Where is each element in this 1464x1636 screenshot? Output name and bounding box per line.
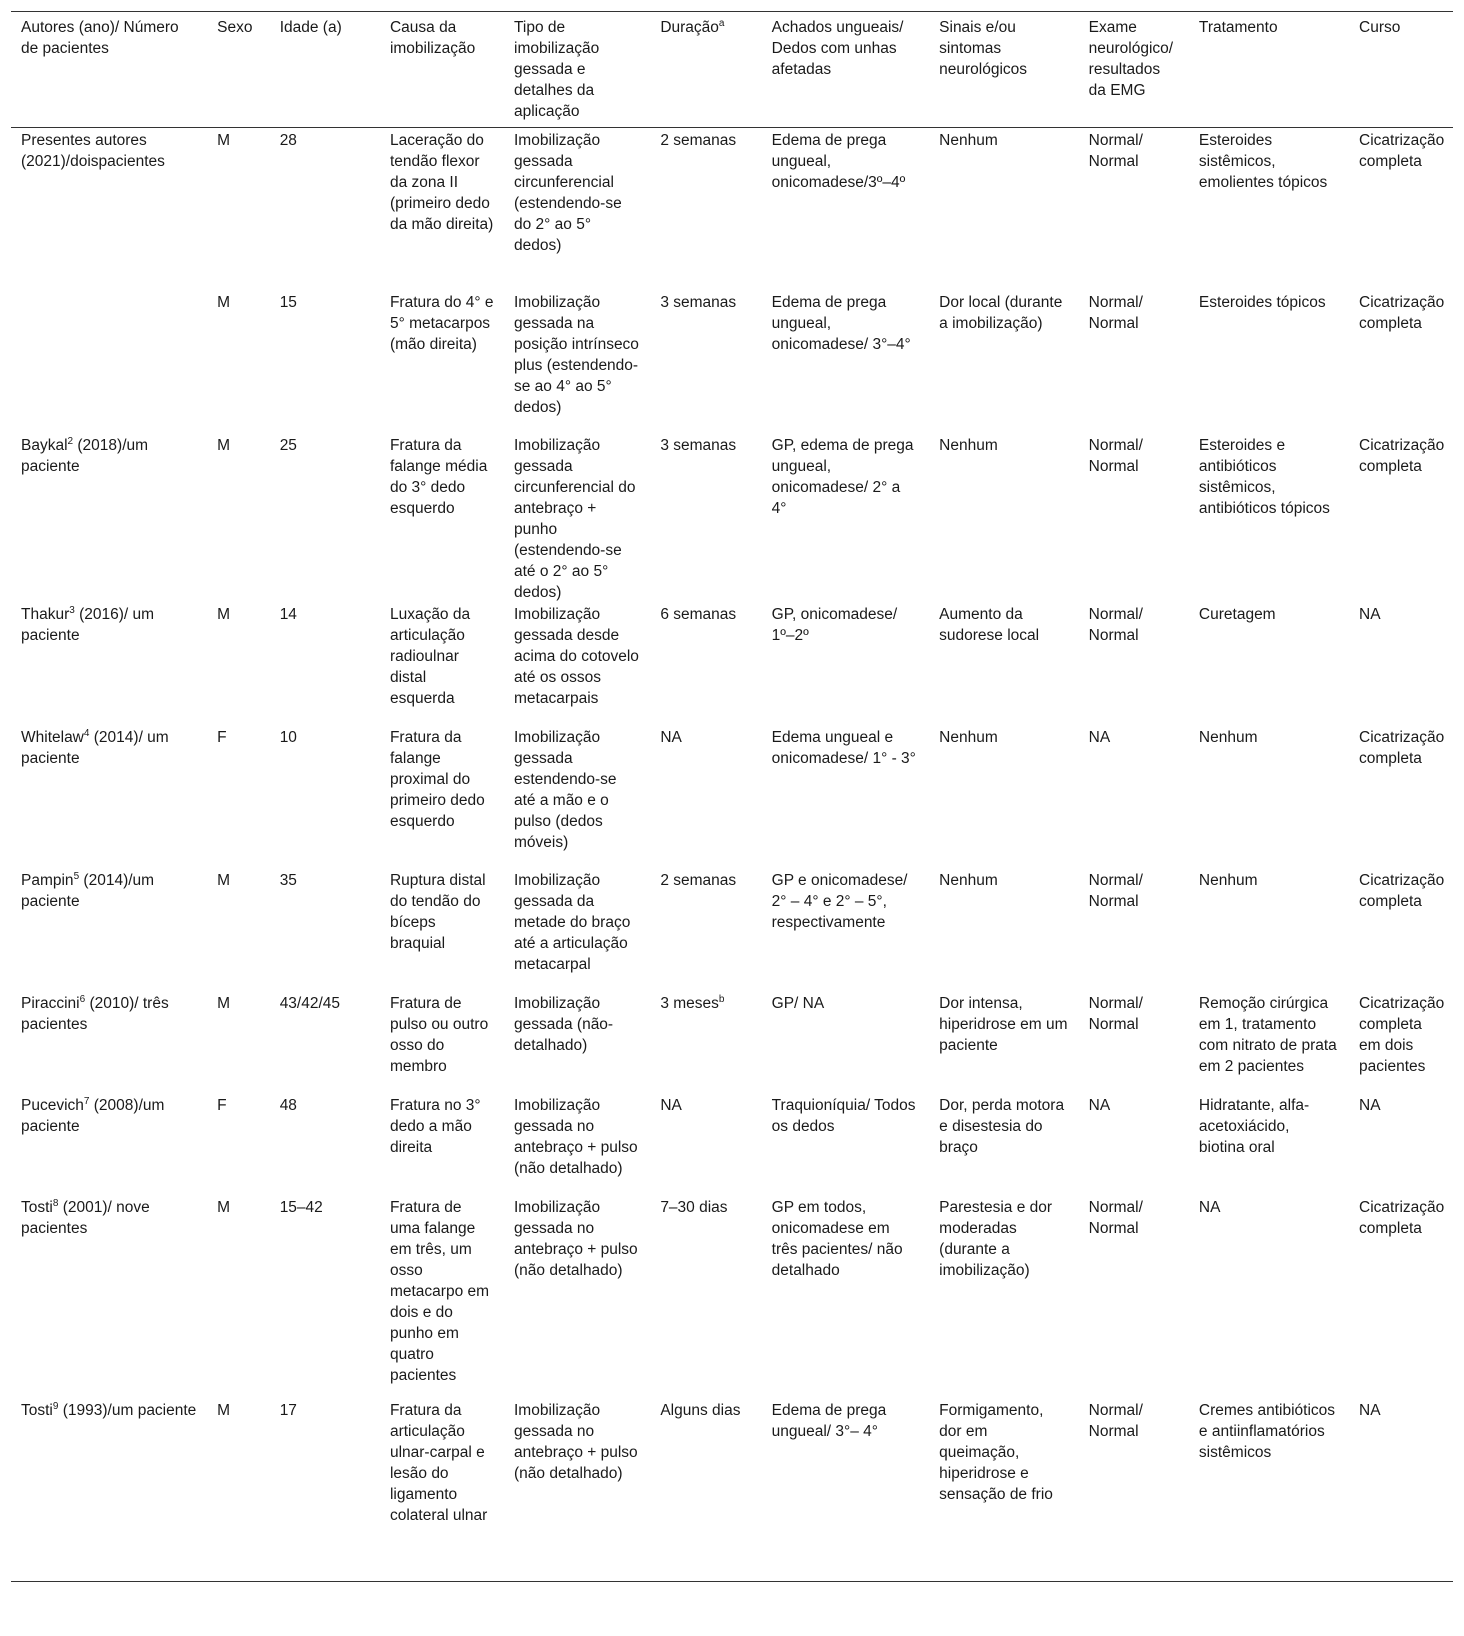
cell-sex <box>207 1196 270 1399</box>
age-value: 25 <box>279 436 297 454</box>
col-neuro-exam: Exame neurológico/ resultados da EMG <box>1079 12 1189 128</box>
cell-author <box>11 603 207 726</box>
neuro-exam-value: Normal/ Normal <box>1088 293 1143 332</box>
course-value: NA <box>1359 605 1381 623</box>
sex-value: M <box>217 1401 231 1419</box>
cell-age <box>270 992 380 1094</box>
cell-nail-findings <box>762 992 930 1094</box>
table-row <box>11 869 1453 992</box>
course-value: Cicatrização completa <box>1359 436 1445 475</box>
neuro-exam-value: Normal/ Normal <box>1088 1401 1143 1440</box>
case-reports-table <box>11 11 1453 1582</box>
cell-age <box>270 291 380 434</box>
cast-type-value: Imobilização gessada no antebraço + pulso (não detalhado) <box>514 1401 638 1482</box>
author-year-patients: (1993)/um paciente <box>58 1401 197 1419</box>
cell-nail-findings <box>762 603 930 726</box>
nail-findings-value: Traquioníquia/ Todos os dedos <box>771 1096 916 1135</box>
cell-duration <box>650 128 761 291</box>
age-value: 14 <box>279 605 297 623</box>
cell-treatment <box>1189 726 1349 869</box>
cell-neuro-signs <box>929 869 1079 992</box>
age-value: 28 <box>279 132 297 149</box>
col-cause: Causa da imobilização <box>380 12 504 128</box>
treatment-value: Hidratante, alfa-acetoxiácido, biotina oral <box>1198 1096 1310 1156</box>
cell-author <box>11 1196 207 1399</box>
cell-treatment <box>1189 128 1349 291</box>
col-treatment: Tratamento <box>1189 12 1349 128</box>
cell-cast-type <box>504 726 650 869</box>
nail-findings-value: GP/ NA <box>771 994 825 1012</box>
cell-age <box>270 1094 380 1196</box>
author-year-patients: (2008)/um paciente <box>21 1096 165 1135</box>
cell-cause <box>380 291 504 434</box>
nail-findings-value: Edema de prega ungueal, onicomadese/3º–4º <box>771 132 906 191</box>
cell-course <box>1349 1196 1453 1399</box>
cell-course <box>1349 434 1453 603</box>
cell-author <box>11 1399 207 1582</box>
neuro-exam-value: Normal/ Normal <box>1088 132 1143 170</box>
nail-findings-value: Edema ungueal e onicomadese/ 1° - 3° <box>771 728 916 767</box>
author-name: Piraccini <box>21 994 80 1012</box>
cast-type-value: Imobilização gessada estendendo-se até a mão e o pulso (dedos móveis) <box>514 728 617 851</box>
neuro-exam-value: Normal/ Normal <box>1088 605 1143 644</box>
cell-neuro-signs <box>929 1094 1079 1196</box>
cause-value: Fratura de pulso ou outro osso do membro <box>389 994 489 1075</box>
neuro-exam-value: Normal/ Normal <box>1088 871 1143 910</box>
duration-value: 3 meses <box>660 994 719 1012</box>
table-row <box>11 726 1453 869</box>
cell-author <box>11 726 207 869</box>
neuro-signs-value: Formigamento, dor em queimação, hiperidrose e sensação de frio <box>939 1401 1053 1503</box>
col-course: Curso <box>1349 12 1453 128</box>
author-reference: 5 <box>73 870 80 882</box>
cast-type-value: Imobilização gessada circunferencial do antebraço + punho (estendendo-se até o 2° ao 5° dedos) <box>514 436 636 601</box>
cell-neuro-exam <box>1079 992 1189 1094</box>
author-reference: 6 <box>79 993 86 1005</box>
table-row <box>11 603 1453 726</box>
table-header-row <box>11 12 1453 128</box>
cause-value: Fratura do 4° e 5° metacarpos (mão direita) <box>389 293 494 353</box>
cell-neuro-exam <box>1079 291 1189 434</box>
cell-sex <box>207 992 270 1094</box>
author-reference: 2 <box>67 435 74 447</box>
cast-type-value: Imobilização gessada no antebraço + pulso (não detalhado) <box>514 1096 638 1177</box>
cell-neuro-exam <box>1079 869 1189 992</box>
cell-neuro-signs <box>929 434 1079 603</box>
treatment-value: Esteroides e antibióticos sistêmicos, antibióticos tópicos <box>1198 436 1330 517</box>
cell-nail-findings <box>762 1399 930 1582</box>
author-name: Thakur <box>21 605 70 623</box>
table-row <box>11 1196 1453 1399</box>
cell-nail-findings <box>762 1094 930 1196</box>
table-row <box>11 1399 1453 1582</box>
cell-course <box>1349 128 1453 291</box>
author-name: Baykal <box>21 436 68 454</box>
age-value: 48 <box>279 1096 297 1114</box>
duration-value: 2 semanas <box>660 871 737 889</box>
cell-course <box>1349 1399 1453 1582</box>
nail-findings-value: GP, edema de prega ungueal, onicomadese/ 2° a 4° <box>771 436 914 517</box>
col-duration-footnote: a <box>718 17 725 29</box>
cell-cause <box>380 726 504 869</box>
neuro-exam-value: NA <box>1088 728 1111 746</box>
col-age: Idade (a) <box>270 12 380 128</box>
cell-nail-findings <box>762 291 930 434</box>
cell-cause <box>380 1399 504 1582</box>
cell-author <box>11 434 207 603</box>
cell-sex <box>207 1094 270 1196</box>
duration-value: Alguns dias <box>660 1401 741 1419</box>
cell-sex <box>207 869 270 992</box>
sex-value: M <box>217 605 231 623</box>
col-author: Autores (ano)/ Número de pacientes <box>11 12 207 128</box>
author-year-patients: (2014)/um paciente <box>21 871 155 910</box>
cell-neuro-signs <box>929 128 1079 291</box>
cell-author <box>11 291 207 434</box>
treatment-value: Curetagem <box>1198 605 1276 623</box>
cell-course <box>1349 1094 1453 1196</box>
author-name: Presentes autores (2021)/doispacientes <box>21 132 165 170</box>
cell-duration <box>650 603 761 726</box>
age-value: 15 <box>279 293 297 311</box>
cell-age <box>270 128 380 291</box>
sex-value: M <box>217 293 231 311</box>
cell-age <box>270 726 380 869</box>
cell-treatment <box>1189 992 1349 1094</box>
cell-age <box>270 434 380 603</box>
cell-duration <box>650 1399 761 1582</box>
cell-author <box>11 128 207 291</box>
cell-treatment <box>1189 1399 1349 1582</box>
duration-value: 7–30 dias <box>660 1198 728 1216</box>
duration-value: NA <box>660 1096 682 1114</box>
cause-value: Luxação da articulação radioulnar distal esquerda <box>389 605 471 707</box>
course-value: Cicatrização completa <box>1359 728 1445 767</box>
duration-footnote-mark: b <box>718 993 725 1005</box>
table-row <box>11 992 1453 1094</box>
nail-findings-value: GP, onicomadese/ 1º–2º <box>771 605 898 644</box>
author-year-patients: (2001)/ nove pacientes <box>21 1198 150 1237</box>
cell-duration <box>650 869 761 992</box>
cell-cause <box>380 128 504 291</box>
cast-type-value: Imobilização gessada circunferencial (estendendo-se do 2° ao 5° dedos) <box>514 132 622 254</box>
cause-value: Laceração do tendão flexor da zona II (primeiro dedo da mão direita) <box>389 132 494 233</box>
cell-neuro-signs <box>929 1399 1079 1582</box>
author-year-patients: (2016)/ um paciente <box>21 605 155 644</box>
cell-age <box>270 1399 380 1582</box>
cast-type-value: Imobilização gessada na posição intrínseco plus (estendendo-se ao 4° ao 5° dedos) <box>514 293 639 416</box>
nail-findings-value: GP e onicomadese/ 2° – 4° e 2° – 5°, respectivamente <box>771 871 908 931</box>
cell-author <box>11 869 207 992</box>
cell-age <box>270 1196 380 1399</box>
course-value: Cicatrização completa em dois pacientes <box>1359 994 1445 1075</box>
cell-neuro-exam <box>1079 128 1189 291</box>
cell-duration <box>650 726 761 869</box>
cause-value: Ruptura distal do tendão do bíceps braquial <box>389 871 486 952</box>
course-value: NA <box>1359 1096 1381 1114</box>
author-reference: 4 <box>83 727 90 739</box>
author-reference: 9 <box>52 1400 59 1412</box>
sex-value: F <box>217 1096 227 1114</box>
cell-neuro-signs <box>929 603 1079 726</box>
sex-value: M <box>217 994 231 1012</box>
treatment-value: NA <box>1198 1198 1221 1216</box>
nail-findings-value: Edema de prega ungueal/ 3°– 4° <box>771 1401 887 1440</box>
sex-value: F <box>217 728 227 746</box>
cell-neuro-exam <box>1079 1399 1189 1582</box>
cell-treatment <box>1189 291 1349 434</box>
cell-treatment <box>1189 869 1349 992</box>
neuro-exam-value: Normal/ Normal <box>1088 994 1143 1033</box>
neuro-exam-value: Normal/ Normal <box>1088 436 1143 475</box>
nail-findings-value: GP em todos, onicomadese em três pacientes/ não detalhado <box>771 1198 903 1279</box>
treatment-value: Nenhum <box>1198 728 1258 746</box>
cause-value: Fratura da falange proximal do primeiro dedo esquerdo <box>389 728 485 830</box>
table-row <box>11 434 1453 603</box>
table-row <box>11 1094 1453 1196</box>
author-name: Pucevich <box>21 1096 84 1114</box>
author-year-patients: (2014)/ um paciente <box>21 728 169 767</box>
neuro-signs-value: Dor intensa, hiperidrose em um paciente <box>939 994 1068 1054</box>
cell-neuro-signs <box>929 291 1079 434</box>
author-name: Tosti <box>21 1401 53 1419</box>
cell-sex <box>207 603 270 726</box>
col-nail-findings: Achados ungueais/ Dedos com unhas afetadas <box>762 12 930 128</box>
cell-cast-type <box>504 434 650 603</box>
cause-value: Fratura da articulação ulnar-carpal e lesão do ligamento colateral ulnar <box>389 1401 488 1524</box>
cast-type-value: Imobilização gessada no antebraço + pulso (não detalhado) <box>514 1198 638 1279</box>
sex-value: M <box>217 436 231 454</box>
cell-duration <box>650 1094 761 1196</box>
cell-cause <box>380 992 504 1094</box>
col-cast-type: Tipo de imobilização gessada e detalhes da aplicação <box>504 12 650 128</box>
age-value: 10 <box>279 728 297 746</box>
author-year-patients: (2018)/um paciente <box>21 436 149 475</box>
cell-sex <box>207 1399 270 1582</box>
cell-cast-type <box>504 869 650 992</box>
neuro-signs-value: Aumento da sudorese local <box>939 605 1040 644</box>
cell-neuro-signs <box>929 1196 1079 1399</box>
cell-nail-findings <box>762 869 930 992</box>
cell-cause <box>380 434 504 603</box>
cell-neuro-signs <box>929 726 1079 869</box>
duration-value: 2 semanas <box>660 132 737 149</box>
cell-nail-findings <box>762 128 930 291</box>
cast-type-value: Imobilização gessada desde acima do cotovelo até os ossos metacarpais <box>514 605 639 707</box>
cell-neuro-exam <box>1079 434 1189 603</box>
cell-treatment <box>1189 434 1349 603</box>
author-name: Pampin <box>21 871 74 889</box>
author-year-patients: (2010)/ três pacientes <box>21 994 169 1033</box>
cell-course <box>1349 603 1453 726</box>
cell-nail-findings <box>762 434 930 603</box>
cause-value: Fratura no 3° dedo a mão direita <box>389 1096 481 1156</box>
cell-treatment <box>1189 1094 1349 1196</box>
cause-value: Fratura de uma falange em três, um osso metacarpo em dois e do punho em quatro pacientes <box>389 1198 490 1384</box>
cell-sex <box>207 128 270 291</box>
age-value: 43/42/45 <box>279 994 341 1012</box>
cell-cause <box>380 1094 504 1196</box>
author-reference: 7 <box>83 1095 90 1107</box>
duration-value: 3 semanas <box>660 436 737 454</box>
cell-course <box>1349 992 1453 1094</box>
cell-neuro-exam <box>1079 603 1189 726</box>
cell-sex <box>207 726 270 869</box>
col-sex: Sexo <box>207 12 270 128</box>
treatment-value: Cremes antibióticos e antiinflamatórios sistêmicos <box>1198 1401 1336 1461</box>
neuro-signs-value: Dor local (durante a imobilização) <box>939 293 1063 332</box>
cell-course <box>1349 726 1453 869</box>
neuro-signs-value: Parestesia e dor moderadas (durante a imobilização) <box>939 1198 1053 1279</box>
duration-value: 3 semanas <box>660 293 737 311</box>
cell-duration <box>650 434 761 603</box>
course-value: Cicatrização completa <box>1359 1198 1445 1237</box>
cell-neuro-exam <box>1079 1094 1189 1196</box>
course-value: Cicatrização completa <box>1359 132 1445 170</box>
cell-nail-findings <box>762 1196 930 1399</box>
course-value: Cicatrização completa <box>1359 293 1445 332</box>
neuro-exam-value: Normal/ Normal <box>1088 1198 1143 1237</box>
neuro-exam-value: NA <box>1088 1096 1111 1114</box>
cell-cause <box>380 1196 504 1399</box>
sex-value: M <box>217 871 231 889</box>
cell-cast-type <box>504 128 650 291</box>
author-reference: 8 <box>52 1197 59 1209</box>
cell-sex <box>207 291 270 434</box>
nail-findings-value: Edema de prega ungueal, onicomadese/ 3°–4° <box>771 293 911 353</box>
cell-sex <box>207 434 270 603</box>
neuro-signs-value: Nenhum <box>939 436 998 454</box>
cell-cast-type <box>504 992 650 1094</box>
author-name: Whitelaw <box>21 728 84 746</box>
cell-cause <box>380 869 504 992</box>
cell-treatment <box>1189 603 1349 726</box>
sex-value: M <box>217 132 231 149</box>
cell-age <box>270 603 380 726</box>
cell-author <box>11 1094 207 1196</box>
author-name: Tosti <box>21 1198 53 1216</box>
col-neuro-signs: Sinais e/ou sintomas neurológicos <box>929 12 1079 128</box>
cell-cast-type <box>504 603 650 726</box>
treatment-value: Esteroides tópicos <box>1198 293 1326 311</box>
author-reference: 3 <box>69 604 75 616</box>
col-duration-label: Duração <box>660 19 719 36</box>
neuro-signs-value: Nenhum <box>939 871 998 889</box>
cell-nail-findings <box>762 726 930 869</box>
treatment-value: Nenhum <box>1198 871 1258 889</box>
sex-value: M <box>217 1198 231 1216</box>
cell-duration <box>650 1196 761 1399</box>
course-value: Cicatrização completa <box>1359 871 1445 910</box>
cast-type-value: Imobilização gessada (não-detalhado) <box>514 994 614 1054</box>
duration-value: 6 semanas <box>660 605 737 623</box>
duration-value: NA <box>660 728 682 746</box>
cell-duration <box>650 291 761 434</box>
cast-type-value: Imobilização gessada da metade do braço até a articulação metacarpal <box>514 871 631 973</box>
course-value: NA <box>1359 1401 1381 1419</box>
treatment-value: Remoção cirúrgica em 1, tratamento com nitrato de prata em 2 pacientes <box>1198 994 1337 1075</box>
age-value: 35 <box>279 871 297 889</box>
cell-cast-type <box>504 1196 650 1399</box>
cell-course <box>1349 291 1453 434</box>
cell-age <box>270 869 380 992</box>
cell-cast-type <box>504 1399 650 1582</box>
treatment-value: Esteroides sistêmicos, emolientes tópicos <box>1198 132 1328 191</box>
cell-neuro-exam <box>1079 1196 1189 1399</box>
age-value: 15–42 <box>279 1198 323 1216</box>
cell-cast-type <box>504 291 650 434</box>
cell-cause <box>380 603 504 726</box>
cell-duration <box>650 992 761 1094</box>
table-row <box>11 291 1453 434</box>
col-duration <box>650 12 761 128</box>
table-row <box>11 128 1453 291</box>
cell-neuro-signs <box>929 992 1079 1094</box>
neuro-signs-value: Nenhum <box>939 728 998 746</box>
cell-neuro-exam <box>1079 726 1189 869</box>
cell-author <box>11 992 207 1094</box>
table-body <box>11 128 1453 1582</box>
cell-treatment <box>1189 1196 1349 1399</box>
neuro-signs-value: Nenhum <box>939 132 998 149</box>
cell-course <box>1349 869 1453 992</box>
age-value: 17 <box>279 1401 297 1419</box>
cause-value: Fratura da falange média do 3° dedo esquerdo <box>389 436 488 517</box>
cell-cast-type <box>504 1094 650 1196</box>
neuro-signs-value: Dor, perda motora e disestesia do braço <box>939 1096 1065 1156</box>
